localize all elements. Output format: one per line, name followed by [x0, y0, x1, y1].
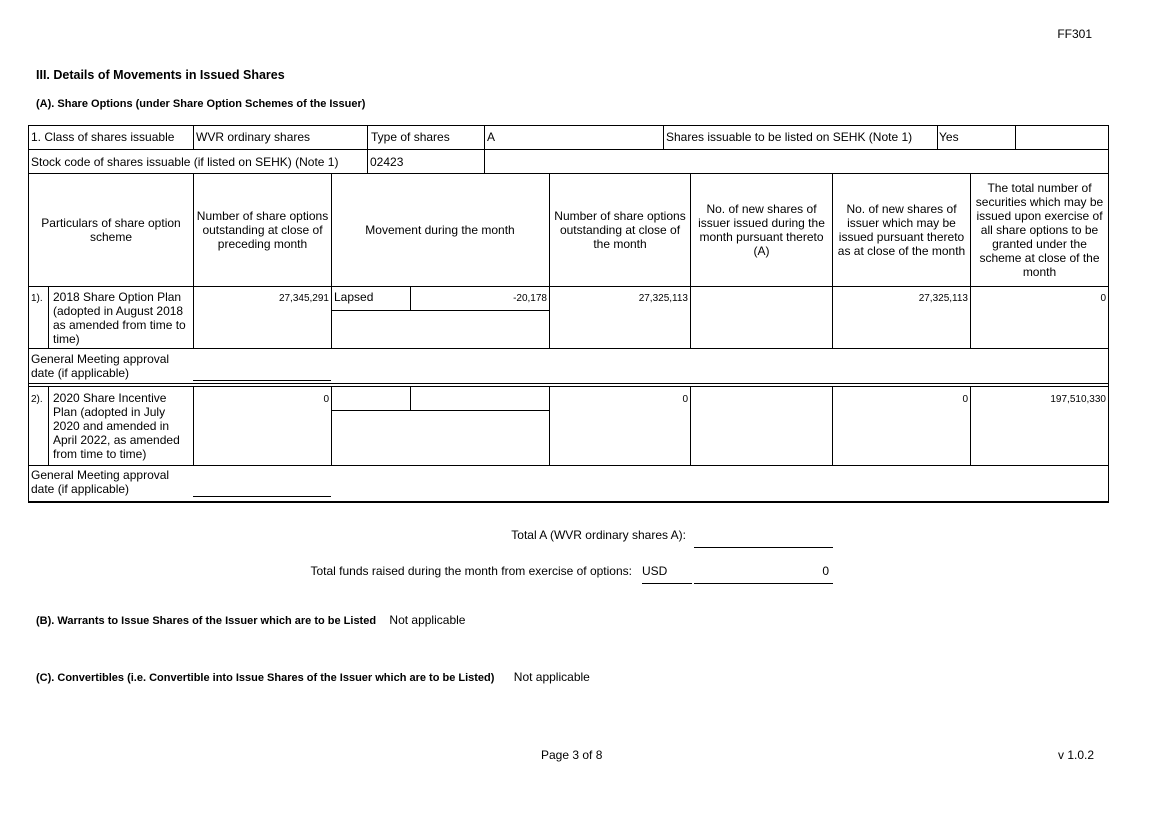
outstanding-preceding: 0: [323, 394, 329, 405]
stock-code-label: Stock code of shares issuable (if listed on SEHK) (Note 1): [31, 155, 339, 169]
total-securities: 197,510,330: [1050, 394, 1106, 405]
scheme-index: 1).: [31, 293, 43, 304]
warrants-status: Not applicable: [389, 613, 466, 627]
listed-on-sehk-label: Shares issuable to be listed on SEHK (Note 1): [666, 130, 913, 144]
page-number: Page 3 of 8: [541, 748, 603, 762]
convertibles-section: [36, 670, 590, 685]
header-new-shares-issuable: No. of new shares of issuer which may be issued pursuant thereto as at close of the month: [837, 202, 966, 258]
subsection-a-title: (A). Share Options (under Share Option Schemes of the Issuer): [36, 98, 366, 110]
header-new-shares-issued: No. of new shares of issuer issued during the month pursuant thereto (A): [698, 202, 825, 258]
total-a-label: Total A (WVR ordinary shares A):: [511, 528, 686, 542]
form-code: FF301: [1057, 27, 1092, 41]
listed-on-sehk-value: Yes: [939, 130, 959, 144]
gm-approval-label: General Meeting approval date (if applicable): [31, 352, 170, 380]
stock-code-value: 02423: [370, 155, 404, 169]
header-movement: Movement during the month: [365, 223, 515, 237]
outstanding-preceding: 27,345,291: [278, 293, 329, 304]
total-funds-label: Total funds raised during the month from exercise of options:: [310, 564, 632, 578]
type-of-shares-value: A: [487, 130, 496, 144]
movement-type: Lapsed: [334, 290, 374, 304]
header-particulars: Particulars of share option scheme: [41, 216, 181, 244]
section-title: III. Details of Movements in Issued Shares: [36, 68, 285, 82]
header-total-securities: The total number of securities which may be issued upon exercise of all share options to be granted under the scheme at close of the month: [975, 181, 1104, 279]
scheme-name: 2018 Share Option Plan (adopted in August 2018 as amended from time to time): [53, 290, 186, 346]
convertibles-status: Not applicable: [513, 670, 590, 684]
total-funds-currency: USD: [642, 564, 668, 578]
new-shares-issuable: 0: [962, 394, 968, 405]
total-funds-value: 0: [822, 564, 829, 578]
header-outstanding-preceding: Number of share options outstanding at close of preceding month: [196, 209, 329, 251]
gm-approval-label: General Meeting approval date (if applicable): [31, 468, 170, 496]
outstanding-close: 27,325,113: [638, 293, 688, 304]
scheme-name: 2020 Share Incentive Plan (adopted in July 2020 and amended in April 2022, as amended from time to time): [53, 391, 180, 461]
total-securities: 0: [1100, 293, 1106, 304]
version-label: v 1.0.2: [1058, 748, 1095, 762]
warrants-section: [36, 613, 465, 628]
type-of-shares-label: Type of shares: [371, 130, 450, 144]
class-of-shares-label: 1. Class of shares issuable: [31, 130, 175, 144]
warrants-title: (B). Warrants to Issue Shares of the Issuer which are to be Listed: [36, 615, 377, 627]
movement-value: -20,178: [513, 293, 547, 304]
convertibles-title: (C). Convertibles (i.e. Convertible into Issue Shares of the Issuer which are to be Listed): [36, 672, 495, 684]
new-shares-issuable: 27,325,113: [918, 293, 968, 304]
scheme-index: 2).: [31, 394, 43, 405]
outstanding-close: 0: [682, 394, 688, 405]
class-of-shares-value: WVR ordinary shares: [196, 130, 311, 144]
header-outstanding-close: Number of share options outstanding at close of the month: [554, 209, 686, 251]
